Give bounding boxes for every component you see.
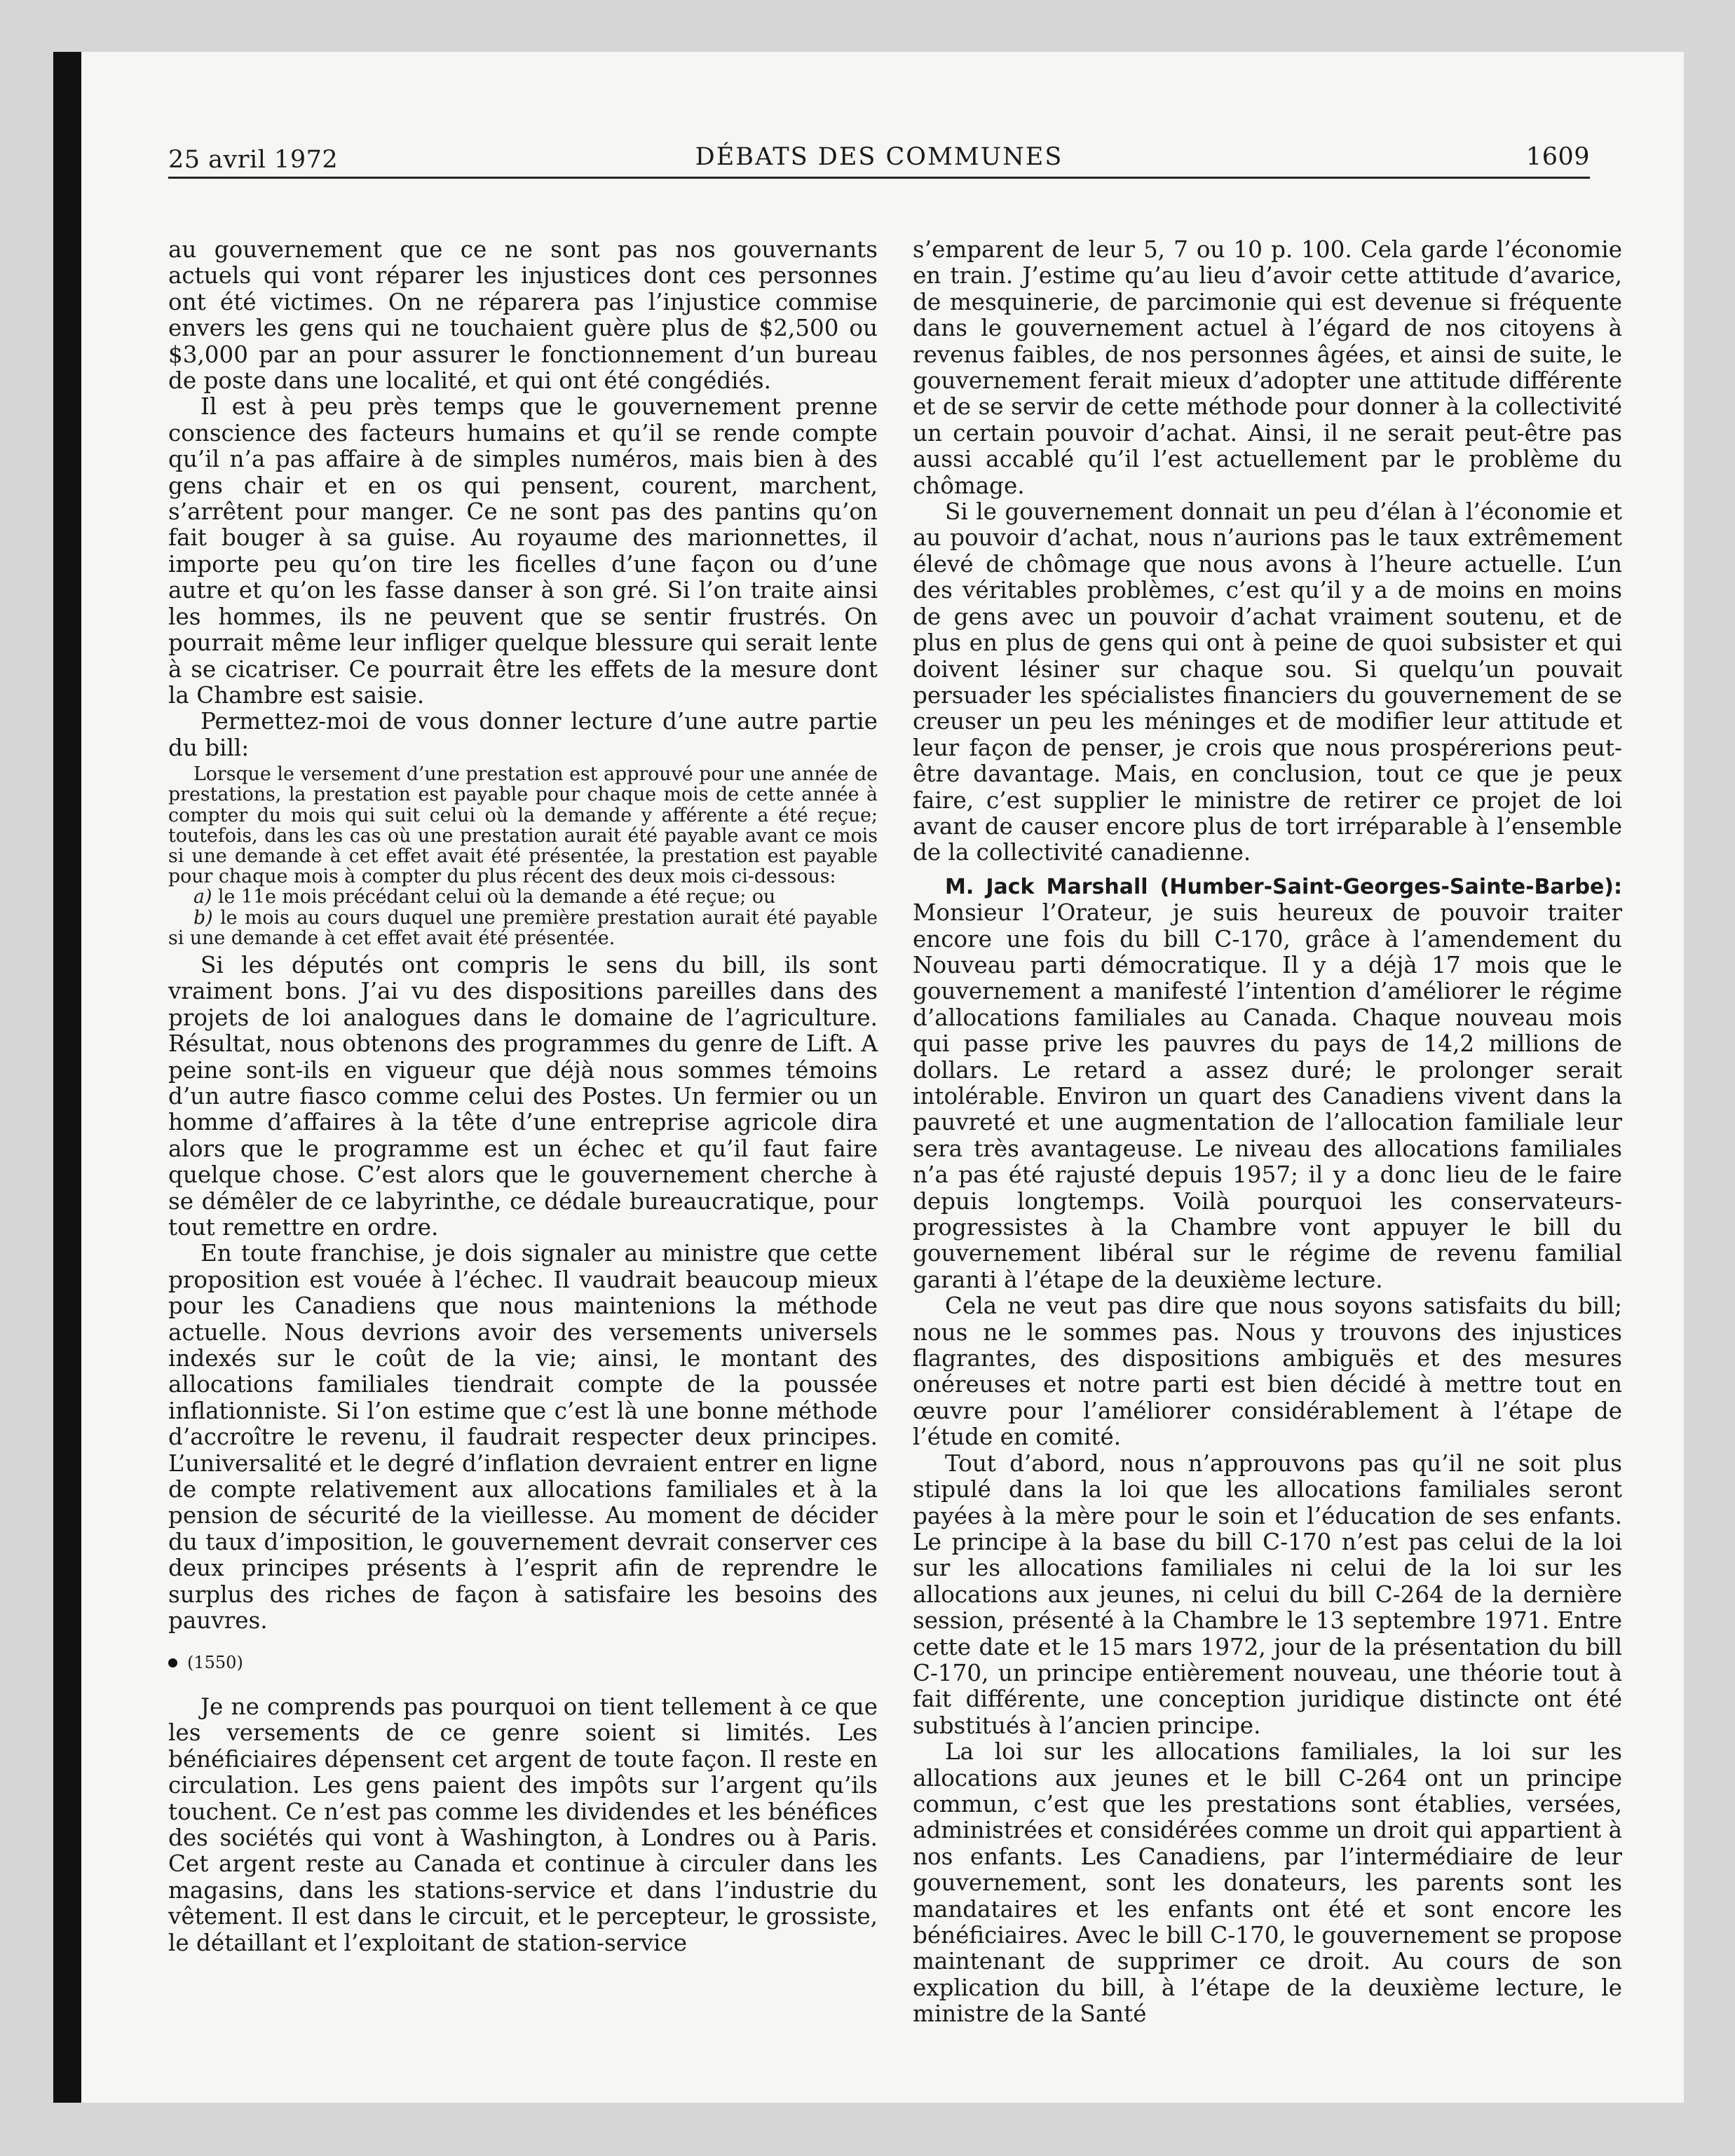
paragraph: En toute franchise, je dois signaler au ministre que cette proposition est vouée à l’échec. Il vaudrait beaucoup mieux pour les Canadiens que nous maintenions la méthode actuelle. Nous devrions avoir des versements universels indexés sur le coût de la vie; ainsi, le montant des allocations familiales tiendrait compte de la poussée inflationniste. Si l’on estime que c’est là une bonne méthode d’accroître le revenu, il faudrait respecter deux principes. L’universalité et le degré d’inflation devraient entrer en ligne de compte relativement aux allocations familiales et à la pension de sécurité de la vieillesse. Au moment de décider du taux d’imposition, le gouvernement devrait conserver ces deux principes présents à l’esprit afin de reprendre le surplus des riches de façon à satisfaire les besoins des pauvres. bbox=[168, 1240, 878, 1635]
paragraph: s’emparent de leur 5, 7 ou 10 p. 100. Cela garde l’économie en train. J’estime qu’au lieu d’avoir cette attitude d’avarice, de mesquinerie, de parcimonie qui est devenue si fréquente dans le gouvernement actuel à l’égard de nos citoyens à revenus faibles, de nos personnes âgées, et ainsi de suite, le gouvernement ferait mieux d’adopter une attitude différente et de se servir de cette méthode pour donner à la collectivité un certain pouvoir d’achat. Ainsi, il ne serait peut-être pas aussi accablé qu’il l’est actuellement par le problème du chômage. bbox=[913, 236, 1622, 499]
time-marker-text: (1550) bbox=[187, 1652, 243, 1672]
quote-item-text: le 11e mois précédant celui où la demande a été reçue; ou bbox=[217, 886, 776, 908]
header-title: DÉBATS DES COMMUNES bbox=[695, 143, 1063, 171]
quote-item-b bbox=[168, 908, 878, 948]
paragraph: Je ne comprends pas pourquoi on tient tellement à ce que les versements de ce genre soient si limités. Les bénéficiaires dépensent cet argent de toute façon. Il reste en circulation. Les gens paient des impôts sur l’argent qu’ils touchent. Ce n’est pas comme les dividendes et les bénéfices des sociétés qui vont à Washington, à Londres ou à Paris. Cet argent reste au Canada et continue à circuler dans les magasins, dans les stations-service et dans l’industrie du vêtement. Il est dans le circuit, et le percepteur, le grossiste, le détaillant et l’exploitant de station-service bbox=[168, 1693, 878, 1956]
paragraph: La loi sur les allocations familiales, la loi sur les allocations aux jeunes et le bill C-264 ont un principe commun, c’est que les prestations sont établies, versées, administrées et considérées comme un droit qui appartient à nos enfants. Les Canadiens, par l’intermédiaire de leur gouvernement, sont les donateurs, les parents sont les mandataires et les enfants ont été et sont encore les bénéficiaires. Avec le bill C-170, le gouvernement se propose maintenant de supprimer ce droit. Au cours de son explication du bill, à l’étape de la deuxième lecture, le ministre de la Santé bbox=[913, 1738, 1622, 2028]
page-header bbox=[168, 140, 1590, 179]
quote-paragraph: Lorsque le versement d’une prestation est approuvé pour une année de prestations, la prestation est payable pour chaque mois de cette année à compter du mois qui suit celui où la demande y afférente a été reçue; toutefois, dans les cas où une prestation aurait été payable avant ce mois si une demande à cet effet avait été présentée, la prestation est payable pour chaque mois à compter du plus récent des deux mois ci-dessous: bbox=[168, 763, 878, 888]
paragraph: Si les députés ont compris le sens du bill, ils sont vraiment bons. J’ai vu des dispositions pareilles dans des projets de loi analogues dans le domaine de l’agriculture. Résultat, nous obtenons des programmes du genre de Lift. A peine sont-ils en vigueur que déjà nous sommes témoins d’un autre fiasco comme celui des Postes. Un fermier ou un homme d’affaires à la tête d’une entreprise agricole dira alors que le programme est un échec et qu’il faut faire quelque chose. C’est alors que le gouvernement cherche à se démêler de ce labyrinthe, ce dédale bureaucratique, pour tout remettre en ordre. bbox=[168, 951, 878, 1241]
paragraph: au gouvernement que ce ne sont pas nos gouvernants actuels qui vont réparer les injustices dont ces personnes ont été victimes. On ne réparera pas l’injustice commise envers les gens qui ne touchaient guère plus de $2,500 ou $3,000 par an pour assurer le fonctionnement d’un bureau de poste dans une localité, et qui ont été congédiés. bbox=[168, 236, 878, 395]
speaker-name: M. Jack Marshall (Humber-Saint-Georges-Sainte-Barbe): bbox=[945, 874, 1622, 899]
quote-item-a bbox=[168, 887, 878, 907]
paragraph: Il est à peu près temps que le gouvernement prenne conscience des facteurs humains et qu’il se rende compte qu’il n’a pas affaire à de simples numéros, mais bien à des gens chair et en os qui pensent, courent, marchent, s’arrêtent pour manger. Ce ne sont pas des pantins qu’on fait bouger à sa guise. Au royaume des marionnettes, il importe peu qu’on tire les ficelles d’une façon ou d’une autre et qu’on les fasse danser à son gré. Si l’on traite ainsi les hommes, ils ne peuvent que se sentir frustrés. On pourrait même leur infliger quelque blessure qui serait lente à se cicatriser. Ce pourrait être les effets de la mesure dont la Chambre est saisie. bbox=[168, 393, 878, 709]
left-column bbox=[168, 237, 878, 1956]
bullet-icon bbox=[168, 1658, 177, 1667]
binding-edge bbox=[53, 52, 81, 2103]
header-rule bbox=[168, 177, 1590, 179]
paragraph: Tout d’abord, nous n’approuvons pas qu’il ne soit plus stipulé dans la loi que les allocations familiales seront payées à la mère pour le soin et l’éducation de ses enfants. Le principe à la base du bill C-170 n’est pas celui de la loi sur les allocations familiales ni celui de la loi sur les allocations aux jeunes, ni celui du bill C-264 de la dernière session, présenté à la Chambre le 13 septembre 1971. Entre cette date et le 15 mars 1972, jour de la présentation du bill C-170, un principe entièrement nouveau, une théorie tout à fait différente, une conception juridique distincte ont été substitués à l’ancien principe. bbox=[913, 1449, 1622, 1739]
bill-quote bbox=[168, 764, 878, 948]
time-marker bbox=[168, 1650, 878, 1676]
spacer bbox=[913, 866, 1622, 873]
paragraph: Permettez-moi de vous donner lecture d’une autre partie du bill: bbox=[168, 708, 878, 761]
quote-item-label: a) bbox=[193, 886, 212, 908]
right-column bbox=[913, 237, 1622, 2028]
speaker-text: Monsieur l’Orateur, je suis heureux de pouvoir traiter encore une fois du bill C-170, grâce à l’amendement du Nouveau parti démocratique. Il y a déjà 17 mois que le gouvernement a manifesté l’intention d’améliorer le régime d’allocations familiales au Canada. Chaque nouveau mois qui passe prive les pauvres du pays de 14,2 millions de dollars. Le retard a assez duré; le prolonger serait intolérable. Environ un quart des Canadiens vivent dans la pauvreté et une augmentation de l’allocation familiale leur sera très avantageuse. Le niveau des allocations familiales n’a pas été rajusté depuis 1957; il y a donc lieu de le faire depuis longtemps. Voilà pourquoi les conservateurs-progressistes à la Chambre vont appuyer le bill du gouvernement libéral sur le régime de revenu familial garanti à l’étape de la deuxième lecture. bbox=[913, 899, 1622, 1293]
paragraph: Si le gouvernement donnait un peu d’élan à l’économie et au pouvoir d’achat, nous n’aurions pas le taux extrêmement élevé de chômage que nous avons à l’heure actuelle. L’un des véritables problèmes, c’est qu’il y a de moins en moins de gens avec un pouvoir d’achat vraiment soutenu, et de plus en plus de gens qui ont à peine de quoi subsister et qui doivent lésiner sur chaque sou. Si quelqu’un pouvait persuader les spécialistes financiers du gouvernement de se creuser un peu les méninges et de modifier leur attitude et leur façon de penser, je crois que nous prospérerions peut-être davantage. Mais, en conclusion, tout ce que je peux faire, c’est supplier le ministre de retirer ce projet de loi avant de causer encore plus de tort irréparable à l’ensemble de la collectivité canadienne. bbox=[913, 498, 1622, 866]
paragraph: Cela ne veut pas dire que nous soyons satisfaits du bill; nous ne le sommes pas. Nous y trouvons des injustices flagrantes, des dispositions ambiguës et des mesures onéreuses et notre parti est bien décidé à mettre tout en œuvre pour l’améliorer considérablement à l’étape de l’étude en comité. bbox=[913, 1292, 1622, 1451]
page-number: 1609 bbox=[1525, 143, 1590, 171]
quote-item-label: b) bbox=[193, 906, 213, 929]
speaker-paragraph bbox=[913, 873, 1622, 1294]
quote-item-text: le mois au cours duquel une première prestation aurait été payable si une demande à cet effet avait été présentée. bbox=[168, 906, 878, 949]
header-date: 25 avril 1972 bbox=[168, 146, 339, 174]
